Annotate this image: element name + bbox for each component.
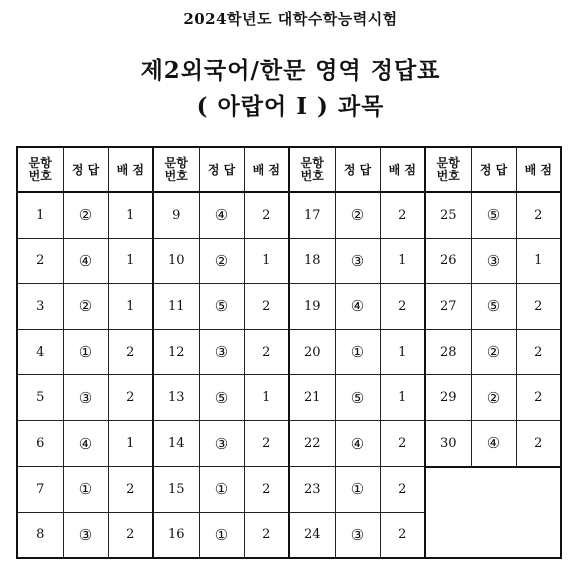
table-row — [17, 512, 561, 558]
answer-cell: ② — [63, 192, 108, 238]
points-cell: 2 — [244, 420, 289, 466]
points-cell: 2 — [380, 192, 425, 238]
points-cell: 2 — [380, 467, 425, 513]
points-cell: 1 — [380, 375, 425, 421]
header-points-label: 배 점 — [388, 163, 416, 177]
points-cell: 2 — [516, 375, 561, 421]
empty-cell — [425, 512, 471, 558]
header-points — [380, 147, 425, 192]
points-cell: 1 — [516, 238, 561, 284]
header-answer — [199, 147, 244, 192]
header-question-number — [289, 147, 335, 192]
points-cell: 2 — [516, 420, 561, 466]
points-cell: 2 — [108, 467, 153, 513]
points-cell: 2 — [380, 420, 425, 466]
header-points — [516, 147, 561, 192]
header-points-label: 배 점 — [116, 163, 144, 177]
question-number-cell: 3 — [17, 284, 63, 330]
empty-cell — [425, 467, 471, 513]
answer-cell: ② — [63, 284, 108, 330]
question-number-cell: 9 — [153, 192, 199, 238]
points-cell: 2 — [244, 512, 289, 558]
points-cell: 1 — [244, 238, 289, 284]
question-number-cell: 6 — [17, 420, 63, 466]
header-question-number — [425, 147, 471, 192]
answer-cell: ③ — [63, 375, 108, 421]
answer-cell: ③ — [199, 420, 244, 466]
points-cell: 1 — [380, 329, 425, 375]
table-header-row — [17, 147, 561, 192]
answer-cell: ① — [335, 329, 380, 375]
answer-cell: ② — [199, 238, 244, 284]
points-cell: 2 — [108, 512, 153, 558]
header-answer-label: 정 답 — [71, 163, 100, 177]
empty-cell — [471, 467, 516, 513]
question-number-cell: 29 — [425, 375, 471, 421]
question-number-cell: 28 — [425, 329, 471, 375]
answer-key-table — [16, 146, 562, 559]
header-points — [244, 147, 289, 192]
points-cell: 2 — [516, 329, 561, 375]
answer-cell: ③ — [335, 512, 380, 558]
empty-cell — [516, 467, 561, 513]
points-cell: 1 — [108, 420, 153, 466]
question-number-cell: 14 — [153, 420, 199, 466]
question-number-cell: 17 — [289, 192, 335, 238]
points-cell: 2 — [108, 329, 153, 375]
question-number-cell: 22 — [289, 420, 335, 466]
question-number-cell: 25 — [425, 192, 471, 238]
answer-cell: ① — [63, 467, 108, 513]
answer-cell: ② — [471, 375, 516, 421]
question-number-cell: 24 — [289, 512, 335, 558]
question-number-cell: 23 — [289, 467, 335, 513]
subject-title: ( 아랍어 Ⅰ ) 과목 — [196, 93, 385, 120]
question-number-cell: 1 — [17, 192, 63, 238]
answer-cell: ① — [199, 467, 244, 513]
page-title: 제2외국어/한문 영역 정답표 — [140, 57, 441, 84]
points-cell: 2 — [244, 329, 289, 375]
question-number-cell: 15 — [153, 467, 199, 513]
question-number-cell: 12 — [153, 329, 199, 375]
table-row — [17, 420, 561, 466]
answer-cell: ③ — [63, 512, 108, 558]
answer-cell: ① — [335, 467, 380, 513]
points-cell: 2 — [516, 284, 561, 330]
question-number-cell: 13 — [153, 375, 199, 421]
answer-cell: ⑤ — [471, 192, 516, 238]
question-number-cell: 7 — [17, 467, 63, 513]
header-answer — [335, 147, 380, 192]
answer-cell: ③ — [471, 238, 516, 284]
header-question-number-label: 문항 번호 — [300, 155, 324, 183]
header-question-number-label: 문항 번호 — [164, 155, 188, 183]
points-cell: 2 — [244, 467, 289, 513]
header-answer — [63, 147, 108, 192]
answer-cell: ③ — [335, 238, 380, 284]
question-number-cell: 16 — [153, 512, 199, 558]
header-answer-label: 정 답 — [479, 163, 508, 177]
answer-cell: ④ — [335, 284, 380, 330]
points-cell: 1 — [108, 192, 153, 238]
answer-cell: ④ — [63, 420, 108, 466]
question-number-cell: 2 — [17, 238, 63, 284]
question-number-cell: 11 — [153, 284, 199, 330]
header-answer-label: 정 답 — [207, 163, 236, 177]
question-number-cell: 10 — [153, 238, 199, 284]
answer-cell: ⑤ — [199, 284, 244, 330]
question-number-cell: 4 — [17, 329, 63, 375]
table-body — [17, 192, 561, 558]
answer-cell: ⑤ — [335, 375, 380, 421]
points-cell: 2 — [108, 375, 153, 421]
answer-cell: ② — [471, 329, 516, 375]
question-number-cell: 8 — [17, 512, 63, 558]
answer-cell: ④ — [335, 420, 380, 466]
points-cell: 1 — [108, 284, 153, 330]
table-row — [17, 329, 561, 375]
question-number-cell: 26 — [425, 238, 471, 284]
question-number-cell: 30 — [425, 420, 471, 466]
answer-cell: ⑤ — [471, 284, 516, 330]
question-number-cell: 18 — [289, 238, 335, 284]
header-answer — [471, 147, 516, 192]
header-question-number — [17, 147, 63, 192]
answer-cell: ② — [335, 192, 380, 238]
answer-cell: ④ — [199, 192, 244, 238]
header-answer-label: 정 답 — [343, 163, 372, 177]
header-question-number-label: 문항 번호 — [436, 155, 460, 183]
header-points-label: 배 점 — [252, 163, 280, 177]
empty-cell — [471, 512, 516, 558]
points-cell: 2 — [380, 512, 425, 558]
question-number-cell: 21 — [289, 375, 335, 421]
header-question-number — [153, 147, 199, 192]
answer-cell: ④ — [63, 238, 108, 284]
exam-year-title: 2024학년도 대학수학능력시험 — [183, 10, 398, 28]
answer-cell: ③ — [199, 329, 244, 375]
points-cell: 2 — [516, 192, 561, 238]
answer-cell: ⑤ — [199, 375, 244, 421]
answer-cell: ④ — [471, 420, 516, 466]
table-row — [17, 375, 561, 421]
answer-cell: ① — [63, 329, 108, 375]
question-number-cell: 19 — [289, 284, 335, 330]
header-question-number-label: 문항 번호 — [28, 155, 52, 183]
points-cell: 2 — [380, 284, 425, 330]
points-cell: 1 — [244, 375, 289, 421]
empty-cell — [516, 512, 561, 558]
answer-cell: ① — [199, 512, 244, 558]
table-row — [17, 467, 561, 513]
question-number-cell: 5 — [17, 375, 63, 421]
question-number-cell: 27 — [425, 284, 471, 330]
table-row — [17, 192, 561, 238]
points-cell: 2 — [244, 192, 289, 238]
table-row — [17, 284, 561, 330]
table-row — [17, 238, 561, 284]
points-cell: 1 — [108, 238, 153, 284]
question-number-cell: 20 — [289, 329, 335, 375]
header-points — [108, 147, 153, 192]
header-points-label: 배 점 — [524, 163, 552, 177]
points-cell: 2 — [244, 284, 289, 330]
points-cell: 1 — [380, 238, 425, 284]
